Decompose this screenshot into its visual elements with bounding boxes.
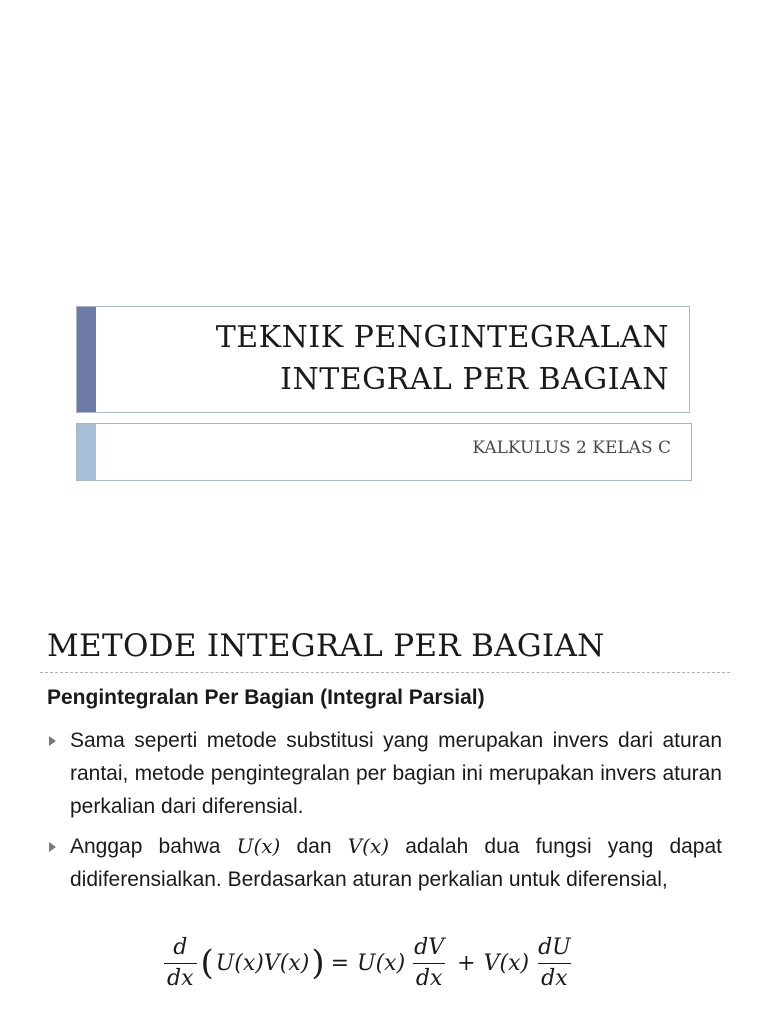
title-box — [76, 306, 690, 413]
bullet-text-1: Sama seperti metode substitusi yang merupakan invers dari aturan rantai, metode pengintegralan per bagian ini merupakan invers aturan perkalian dari diferensial. — [70, 729, 722, 818]
lhs-inner: U(x)V(x) — [215, 950, 310, 976]
bullet2-part2: dan — [296, 835, 332, 858]
term2-coeff: V(x) — [483, 950, 530, 976]
slide-title — [216, 317, 669, 401]
frac-denominator: dx — [413, 963, 446, 994]
bullet2-part1: Anggap bahwa — [70, 835, 221, 858]
bullet-arrow-icon — [49, 842, 56, 852]
math-v: V(x) — [347, 834, 390, 858]
open-paren: ( — [200, 943, 214, 983]
math-u: U(x) — [236, 834, 281, 858]
frac-denominator: dx — [538, 963, 571, 994]
plus-sign: + — [457, 950, 476, 976]
subtitle-box — [76, 423, 692, 481]
frac-denominator: dx — [164, 963, 197, 994]
slide-heading: METODE INTEGRAL PER BAGIAN — [47, 628, 605, 664]
subtitle-accent-bar — [77, 424, 96, 480]
content-slide — [0, 576, 768, 1024]
title-line-1: TEKNIK PENGINTEGRALAN — [215, 320, 669, 355]
title-accent-bar — [77, 307, 96, 412]
frac-numerator: dU — [538, 934, 571, 960]
bullet2-part3: adalah dua fungsi yang dapat didiferensialkan. Berdasarkan aturan perkalian untuk diferensial, — [70, 835, 722, 891]
term1-fraction — [411, 933, 447, 994]
equals-sign: = — [330, 950, 350, 976]
title-line-2: INTEGRAL PER BAGIAN — [280, 362, 669, 397]
slide-subtitle: KALKULUS 2 KELAS C — [472, 438, 671, 458]
term1-coeff: U(x) — [357, 950, 406, 976]
bullet-text-2 — [70, 830, 722, 896]
frac-numerator: d — [173, 934, 188, 960]
frac-numerator: dV — [414, 934, 445, 960]
term2-fraction — [535, 933, 574, 994]
heading-divider — [40, 672, 730, 673]
close-paren: ) — [311, 943, 325, 983]
section-subheading: Pengintegralan Per Bagian (Integral Parsial) — [47, 686, 485, 709]
derivative-operator — [164, 933, 197, 994]
product-rule-equation — [160, 928, 578, 998]
bullet-arrow-icon — [49, 736, 56, 746]
